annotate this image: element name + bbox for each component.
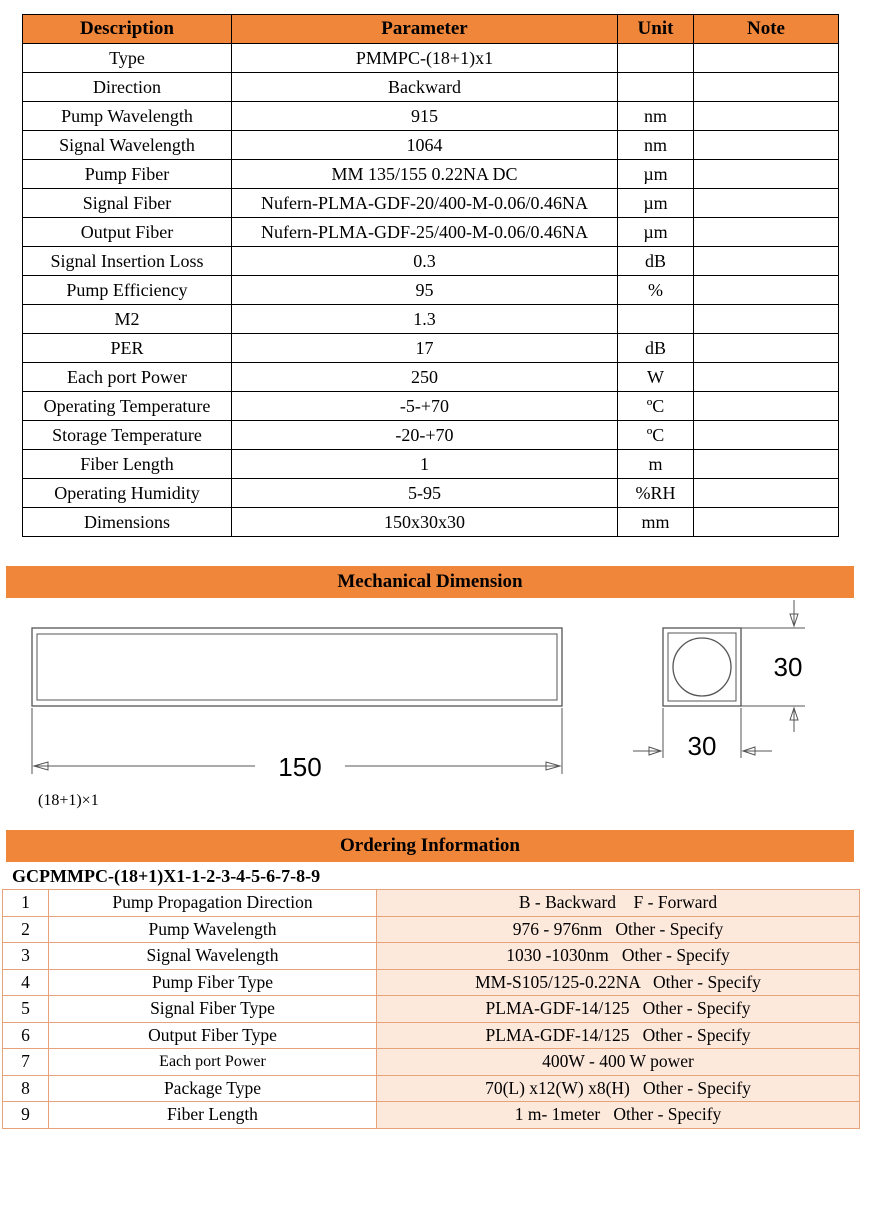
spec-header-row [23, 15, 839, 44]
ordering-row [3, 1049, 860, 1076]
ordering-row [3, 969, 860, 996]
spec-row [23, 276, 839, 305]
spec-cell-unit: µm [618, 218, 694, 247]
spec-cell-note [694, 131, 839, 160]
spec-cell-description: Signal Fiber [23, 189, 232, 218]
width-label: 30 [687, 731, 717, 761]
spec-cell-unit: %RH [618, 479, 694, 508]
spec-cell-unit: nm [618, 102, 694, 131]
spec-cell-unit: ºC [618, 421, 694, 450]
spec-cell-parameter: 150x30x30 [232, 508, 618, 537]
mechanical-dimension-bar: Mechanical Dimension [6, 566, 854, 598]
spec-cell-note [694, 276, 839, 305]
ordering-body [3, 890, 860, 1129]
spec-cell-unit [618, 305, 694, 334]
ordering-cell-index: 7 [3, 1049, 49, 1076]
spec-cell-unit: W [618, 363, 694, 392]
spec-cell-parameter: 17 [232, 334, 618, 363]
spec-row [23, 131, 839, 160]
spec-cell-unit: µm [618, 160, 694, 189]
spec-cell-parameter: -20-+70 [232, 421, 618, 450]
spec-cell-description: Each port Power [23, 363, 232, 392]
spec-cell-parameter: 1064 [232, 131, 618, 160]
body-outline [32, 628, 562, 706]
ordering-cell-options: PLMA-GDF-14/125 Other - Specify [377, 1022, 860, 1049]
ordering-cell-field: Fiber Length [49, 1102, 377, 1129]
ordering-cell-field: Signal Wavelength [49, 943, 377, 970]
spec-cell-note [694, 334, 839, 363]
spec-row [23, 450, 839, 479]
spec-cell-note [694, 392, 839, 421]
spec-cell-note [694, 44, 839, 73]
ordering-cell-index: 9 [3, 1102, 49, 1129]
spec-row [23, 247, 839, 276]
ordering-cell-field: Output Fiber Type [49, 1022, 377, 1049]
ordering-cell-options: B - Backward F - Forward [377, 890, 860, 917]
spec-cell-description: Pump Fiber [23, 160, 232, 189]
spec-cell-unit: nm [618, 131, 694, 160]
spec-cell-unit: mm [618, 508, 694, 537]
ordering-cell-index: 3 [3, 943, 49, 970]
ordering-row [3, 996, 860, 1023]
spec-cell-description: Storage Temperature [23, 421, 232, 450]
spec-cell-description: PER [23, 334, 232, 363]
spec-cell-description: Type [23, 44, 232, 73]
spec-cell-description: Operating Humidity [23, 479, 232, 508]
ordering-code: GCPMMPC-(18+1)X1-1-2-3-4-5-6-7-8-9 [12, 866, 321, 886]
end-view-port [673, 638, 731, 696]
ordering-cell-options: PLMA-GDF-14/125 Other - Specify [377, 996, 860, 1023]
spec-cell-parameter: -5-+70 [232, 392, 618, 421]
spec-cell-unit: m [618, 450, 694, 479]
header-parameter: Parameter [232, 15, 618, 44]
spec-cell-parameter: 0.3 [232, 247, 618, 276]
spec-cell-description: Output Fiber [23, 218, 232, 247]
spec-cell-parameter: PMMPC-(18+1)x1 [232, 44, 618, 73]
ordering-cell-field: Package Type [49, 1075, 377, 1102]
configuration-note: (18+1)×1 [38, 792, 99, 809]
spec-cell-note [694, 508, 839, 537]
end-view-outline [663, 628, 741, 706]
spec-cell-note [694, 218, 839, 247]
spec-cell-unit: % [618, 276, 694, 305]
header-note: Note [694, 15, 839, 44]
spec-cell-note [694, 73, 839, 102]
spec-cell-description: M2 [23, 305, 232, 334]
ordering-cell-options: 70(L) x12(W) x8(H) Other - Specify [377, 1075, 860, 1102]
spec-row [23, 44, 839, 73]
spec-cell-note [694, 160, 839, 189]
body-inner-outline [37, 634, 557, 700]
spec-cell-unit: dB [618, 334, 694, 363]
spec-cell-parameter: MM 135/155 0.22NA DC [232, 160, 618, 189]
spec-cell-parameter: Backward [232, 73, 618, 102]
spec-cell-note [694, 305, 839, 334]
spec-body [23, 44, 839, 537]
ordering-row [3, 1075, 860, 1102]
spec-cell-parameter: 95 [232, 276, 618, 305]
ordering-row [3, 916, 860, 943]
ordering-row [3, 1022, 860, 1049]
spec-row [23, 508, 839, 537]
spec-cell-unit: µm [618, 189, 694, 218]
spec-cell-parameter: 1 [232, 450, 618, 479]
spec-cell-parameter: Nufern-PLMA-GDF-20/400-M-0.06/0.46NA [232, 189, 618, 218]
spec-cell-unit [618, 44, 694, 73]
spec-table [22, 14, 839, 537]
ordering-cell-options: 1030 -1030nm Other - Specify [377, 943, 860, 970]
spec-row [23, 334, 839, 363]
ordering-cell-field: Pump Wavelength [49, 916, 377, 943]
spec-row [23, 392, 839, 421]
spec-cell-description: Operating Temperature [23, 392, 232, 421]
spec-cell-note [694, 479, 839, 508]
spec-cell-description: Direction [23, 73, 232, 102]
spec-cell-parameter: 5-95 [232, 479, 618, 508]
spec-cell-description: Signal Wavelength [23, 131, 232, 160]
ordering-row [3, 1102, 860, 1129]
spec-row [23, 102, 839, 131]
ordering-cell-field: Pump Propagation Direction [49, 890, 377, 917]
spec-cell-unit: dB [618, 247, 694, 276]
ordering-information-bar: Ordering Information [6, 830, 854, 862]
spec-cell-description: Dimensions [23, 508, 232, 537]
header-unit: Unit [618, 15, 694, 44]
ordering-cell-field: Each port Power [49, 1049, 377, 1076]
spec-cell-parameter: 915 [232, 102, 618, 131]
spec-cell-description: Signal Insertion Loss [23, 247, 232, 276]
ordering-cell-options: MM-S105/125-0.22NA Other - Specify [377, 969, 860, 996]
spec-cell-unit: ºC [618, 392, 694, 421]
spec-cell-note [694, 363, 839, 392]
ordering-cell-index: 8 [3, 1075, 49, 1102]
spec-row [23, 421, 839, 450]
ordering-cell-index: 5 [3, 996, 49, 1023]
spec-row [23, 305, 839, 334]
spec-row [23, 218, 839, 247]
ordering-cell-field: Pump Fiber Type [49, 969, 377, 996]
spec-row [23, 160, 839, 189]
spec-cell-parameter: Nufern-PLMA-GDF-25/400-M-0.06/0.46NA [232, 218, 618, 247]
ordering-table [2, 889, 860, 1129]
height-label: 30 [773, 652, 803, 682]
spec-cell-parameter: 1.3 [232, 305, 618, 334]
ordering-cell-field: Signal Fiber Type [49, 996, 377, 1023]
spec-cell-unit [618, 73, 694, 102]
spec-cell-description: Fiber Length [23, 450, 232, 479]
ordering-cell-index: 1 [3, 890, 49, 917]
spec-row [23, 189, 839, 218]
length-label: 150 [278, 752, 322, 782]
spec-cell-note [694, 102, 839, 131]
spec-cell-note [694, 247, 839, 276]
spec-cell-parameter: 250 [232, 363, 618, 392]
spec-cell-note [694, 189, 839, 218]
ordering-row [3, 890, 860, 917]
spec-cell-note [694, 421, 839, 450]
ordering-cell-options: 976 - 976nm Other - Specify [377, 916, 860, 943]
header-description: Description [23, 15, 232, 44]
spec-row [23, 73, 839, 102]
ordering-cell-options: 1 m- 1meter Other - Specify [377, 1102, 860, 1129]
ordering-cell-index: 6 [3, 1022, 49, 1049]
end-view-inner [668, 633, 736, 701]
mechanical-drawing [0, 598, 873, 798]
spec-row [23, 363, 839, 392]
spec-row [23, 479, 839, 508]
spec-cell-note [694, 450, 839, 479]
ordering-cell-options: 400W - 400 W power [377, 1049, 860, 1076]
spec-cell-description: Pump Efficiency [23, 276, 232, 305]
ordering-cell-index: 4 [3, 969, 49, 996]
spec-cell-description: Pump Wavelength [23, 102, 232, 131]
ordering-row [3, 943, 860, 970]
ordering-cell-index: 2 [3, 916, 49, 943]
